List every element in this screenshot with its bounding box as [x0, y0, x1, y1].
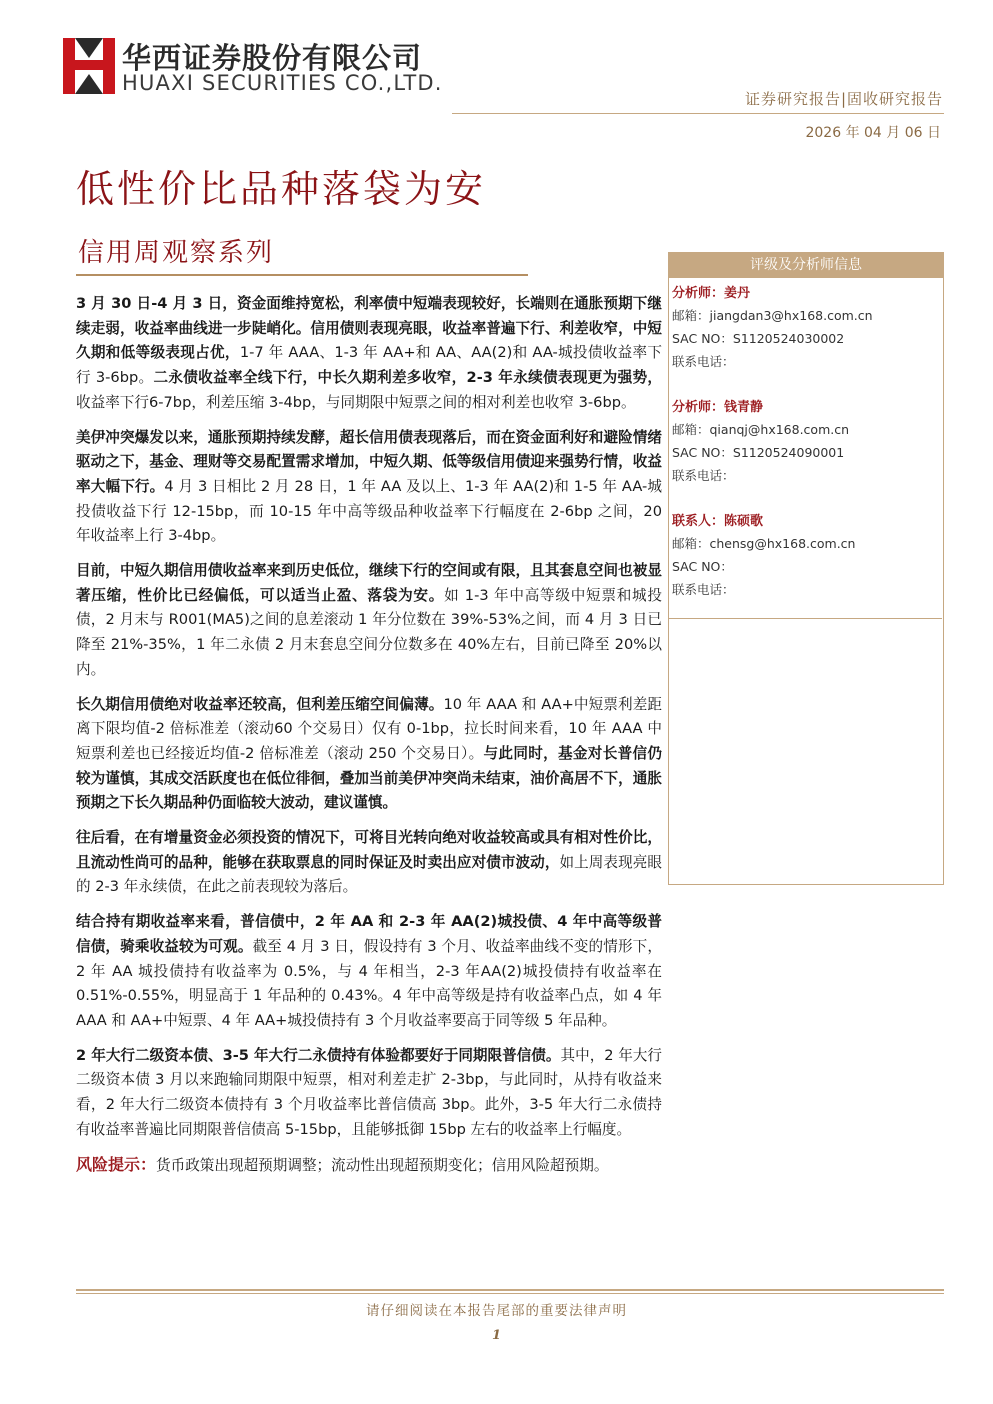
analyst-name: 分析师：钱青静	[672, 400, 764, 415]
paragraph-key-point: 往后看，在有增量资金必须投资的情况下，可将目光转向绝对收益较高或具有相对性价比，且流动性尚可的品种，能够在获取票息的同时保证及时卖出应对债市波动，	[76, 829, 662, 871]
header-divider	[452, 113, 944, 114]
paragraph-key-point: 长久期信用债绝对收益率还较高，但利差压缩空间偏薄。	[76, 695, 444, 713]
paragraph-key-point: 目前，中短久期信用债收益率来到历史低位，继续下行的空间或有限，且其套息空间也被显著压缩，性价比已经偏低，可以适当止盈、落袋为安。	[76, 562, 662, 604]
legal-notice: 请仔细阅读在本报告尾部的重要法律声明	[366, 1303, 627, 1319]
analyst-name: 分析师：姜丹	[672, 286, 751, 301]
paragraph-text: 其中，2 年大行二级资本债 3 月以来跑输同期限中短票，相对利差走扩 2-3bp，与此同时，从持有收益来看，2 年大行二级资本债持有 3 个月收益率比普信债高 3bp。此外，3-5 年大行二永债持有收益率普遍比同期限普信债高 5-15bp，且能够抵御 15bp 左右的收益率上行幅度。	[76, 1046, 662, 1138]
page-number: 1	[491, 1328, 502, 1343]
body-paragraph	[76, 292, 662, 416]
company-logo	[63, 38, 115, 94]
sidebar-divider	[668, 618, 942, 619]
report-title: 低性价比品种落袋为安	[76, 167, 487, 211]
paragraph-key-point: 与此同时，基金对长普信仍较为谨慎，其成交活跃度也在低位徘徊，叠加当前美伊冲突尚未结束，油价高居不下，通胀预期之下长久期品种仍面临较大波动，建议谨慎。	[76, 744, 662, 812]
company-name-en: HUAXI SECURITIES CO.,LTD.	[122, 71, 443, 95]
paragraph-key-point: 结合持有期收益率来看，普信债中，2 年 AA 和 2-3 年 AA(2)城投债、4 年中高等级普信债，骑乘收益较为可观。	[76, 913, 662, 955]
footer-divider	[76, 1289, 944, 1291]
contact-phone: 联系电话：	[672, 582, 735, 597]
risk-text: 货币政策出现超预期调整；流动性出现超预期变化；信用风险超预期。	[156, 1156, 609, 1174]
paragraph-text: 如上周表现亮眼的 2-3 年永续债，在此之前表现较为落后。	[76, 853, 662, 896]
body-paragraph	[76, 826, 662, 900]
paragraph-key-point: 美伊冲突爆发以来，通胀预期持续发酵，超长信用债表现落后，而在资金面利好和避险情绪驱动之下，基金、理财等交易配置需求增加，中短久期、低等级信用债迎来强势行情，收益率大幅下行。	[76, 428, 662, 495]
paragraph-key-point: 3 月 30 日-4 月 3 日，资金面维持宽松，利率债中短端表现较好，长端则在通胀预期下继续走弱，收益率曲线进一步陡峭化。信用债则表现亮眼，收益率普遍下行、利差收窄，中短久期和低等级表现占优，	[76, 295, 662, 362]
paragraph-text: 10 年 AAA 和 AA+中短票利差距离下限均值-2 倍标准差（滚动60 个交易日）仅有 0-1bp，拉长时间来看，10 年 AAA 中短票利差也已经接近均值-2 倍标准差（滚动 250 个交易日）。	[76, 695, 662, 762]
paragraph-key-point: 2 年大行二级资本债、3-5 年大行二永债持有体验都要好于同期限普信债。	[76, 1046, 561, 1064]
analyst-phone: 联系电话：	[672, 354, 735, 369]
report-subtitle: 信用周观察系列	[78, 238, 275, 268]
analyst-info-header: 评级及分析师信息	[668, 252, 944, 278]
body-paragraph	[76, 426, 662, 550]
paragraph-text: 截至 4 月 3 日，假设持有 3 个月、收益率曲线不变的情形下，2 年 AA 城投债持有收益率为 0.5%，与 4 年相当，2-3 年AA(2)城投债持有收益率在 0.51%-0.55%，明显高于 1 年品种的 0.43%。4 年中高等级是持有收益率凸点，如 4 年 AAA 和 AA+中短票、4 年 AA+城投债持有 3 个月收益率要高于同等级 5 年品种。	[76, 937, 662, 1029]
body-paragraph	[76, 1044, 662, 1143]
body-paragraph	[76, 693, 662, 817]
paragraph-text: 收益率下行6-7bp，利差压缩 3-4bp，与同期限中短票之间的相对利差也收窄 3-6bp。	[76, 393, 636, 411]
analyst-email[interactable]: 邮箱：jiangdan3@hx168.com.cn	[672, 308, 873, 323]
report-date: 2026 年 04 月 06 日	[805, 125, 941, 141]
subtitle-underline	[76, 274, 528, 276]
risk-warning	[76, 1153, 662, 1179]
risk-label: 风险提示：	[76, 1154, 157, 1174]
contact-name: 联系人：陈硕歌	[672, 514, 764, 529]
analyst-sac: SAC NO：S1120524030002	[672, 331, 845, 346]
analyst-phone: 联系电话：	[672, 468, 735, 483]
contact-email[interactable]: 邮箱：chensg@hx168.com.cn	[672, 536, 856, 551]
paragraph-text: 1-7 年 AAA、1-3 年 AA+和 AA、AA(2)和 AA-城投债收益率下行 3-6bp。	[76, 344, 662, 387]
report-type: 证券研究报告|固收研究报告	[744, 90, 943, 108]
company-name-cn: 华西证券股份有限公司	[122, 41, 423, 75]
paragraph-text: 如 1-3 年中高等级中短票和城投债，2 月末与 R001(MA5)之间的息差滚动 1 年分位数在 39%-53%之间，而 4 月 3 日已降至 21%-35%，1 年二永债 2 月末套息空间分位数多在 40%左右，目前已降至 20%以内。	[76, 586, 662, 678]
report-body	[76, 292, 662, 1188]
analyst-email[interactable]: 邮箱：qianqj@hx168.com.cn	[672, 422, 850, 437]
footer-divider-thin	[76, 1293, 944, 1294]
contact-sac: SAC NO：	[672, 559, 733, 574]
paragraph-key-point: 二永债收益率全线下行，中长久期利差多收窄，2-3 年永续债表现更为强势，	[153, 369, 662, 387]
body-paragraph	[76, 559, 662, 683]
body-paragraph	[76, 910, 662, 1034]
paragraph-text: 4 月 3 日相比 2 月 28 日，1 年 AA 及以上、1-3 年 AA(2)和 1-5 年 AA-城投债收益下行 12-15bp，而 10-15 年中高等级品种收益率下行幅度在 2-6bp 之间，20 年收益率上行 3-4bp。	[76, 477, 662, 545]
analyst-sac: SAC NO：S1120524090001	[672, 445, 845, 460]
